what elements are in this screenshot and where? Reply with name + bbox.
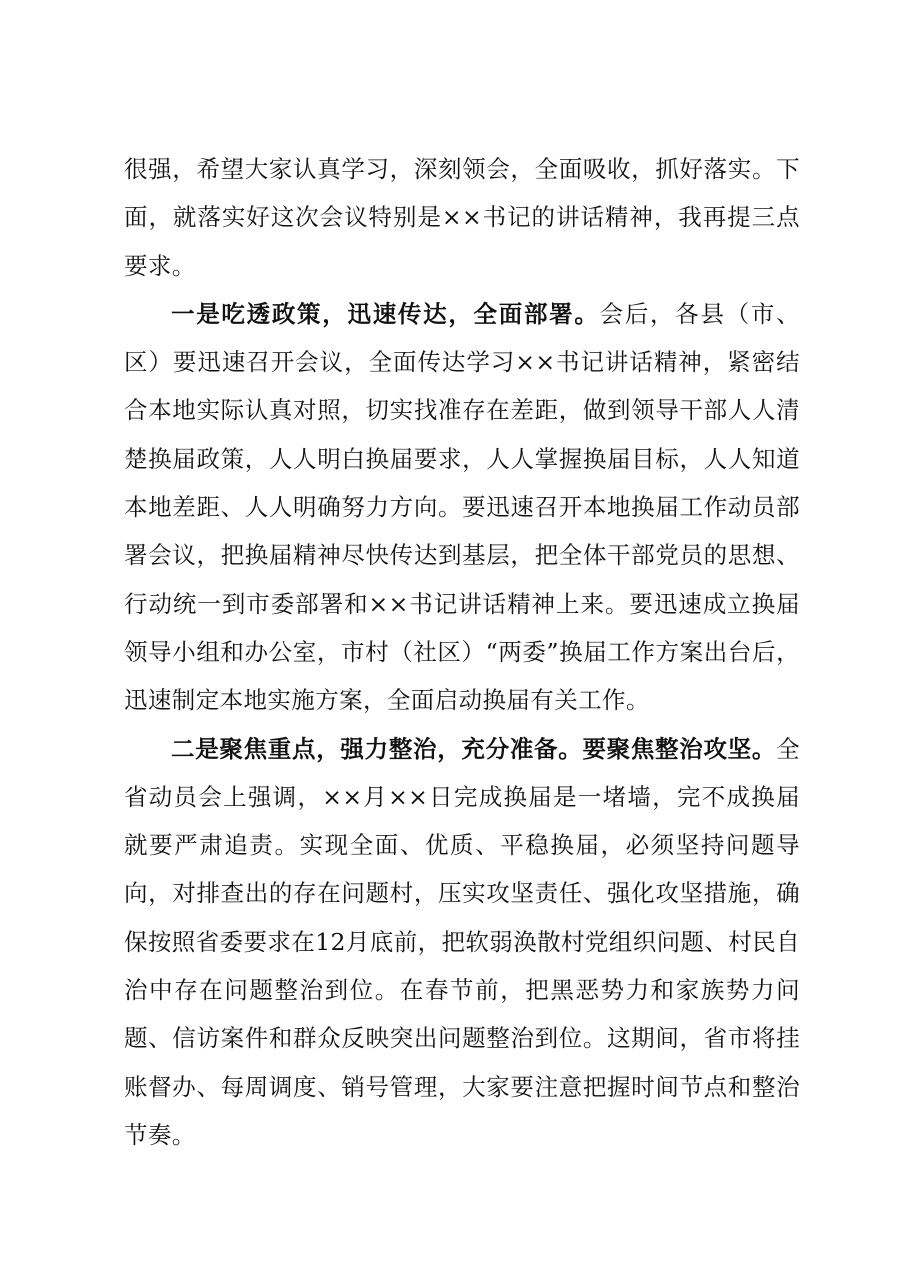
paragraph-continuation [124,145,800,290]
paragraph-point-one [124,290,800,725]
paragraph-text: 全省动员会上强调，××月××日完成换届是一堵墙，完不成换届就要严肃追责。实现全面、优质、平稳换届，必须坚持问题导向，对排查出的存在问题村，压实攻坚责任、强化攻坚措施，确保按照省委要求在12月底前，把软弱涣散村党组织问题、村民自治中存在问题整治到位。在春节前，把黑恶势力和家族势力问题、信访案件和群众反映突出问题整治到位。这期间，省市将挂账督办、每周调度、销号管理，大家要注意把握时间节点和整治节奏。 [124,734,801,1149]
document-body [124,145,800,1159]
paragraph-text: 会后，各县（市、区）要迅速召开会议，全面传达学习××书记讲话精神，紧密结合本地实际认真对照，切实找准存在差距，做到领导干部人人清楚换届政策，人人明白换届要求，人人掌握换届目标，人人知道本地差距、人人明确努力方向。要迅速召开本地换届工作动员部署会议，把换届精神尽快传达到基层，把全体干部党员的思想、行动统一到市委部署和××书记讲话精神上来。要迅速成立换届领导小组和办公室，市村（社区）“两委”换届工作方案出台后，迅速制定本地实施方案，全面启动换届有关工作。 [124,299,800,715]
paragraph-lead: 一是吃透政策，迅速传达，全面部署。 [171,299,600,328]
paragraph-point-two [124,725,800,1160]
paragraph-lead: 二是聚焦重点，强力整治，充分准备。 [171,734,583,763]
paragraph-sublead: 要聚焦整治攻坚。 [582,734,777,763]
paragraph-text: 很强，希望大家认真学习，深刻领会，全面吸收，抓好落实。下面，就落实好这次会议特别是××书记的讲话精神，我再提三点要求。 [124,155,800,280]
